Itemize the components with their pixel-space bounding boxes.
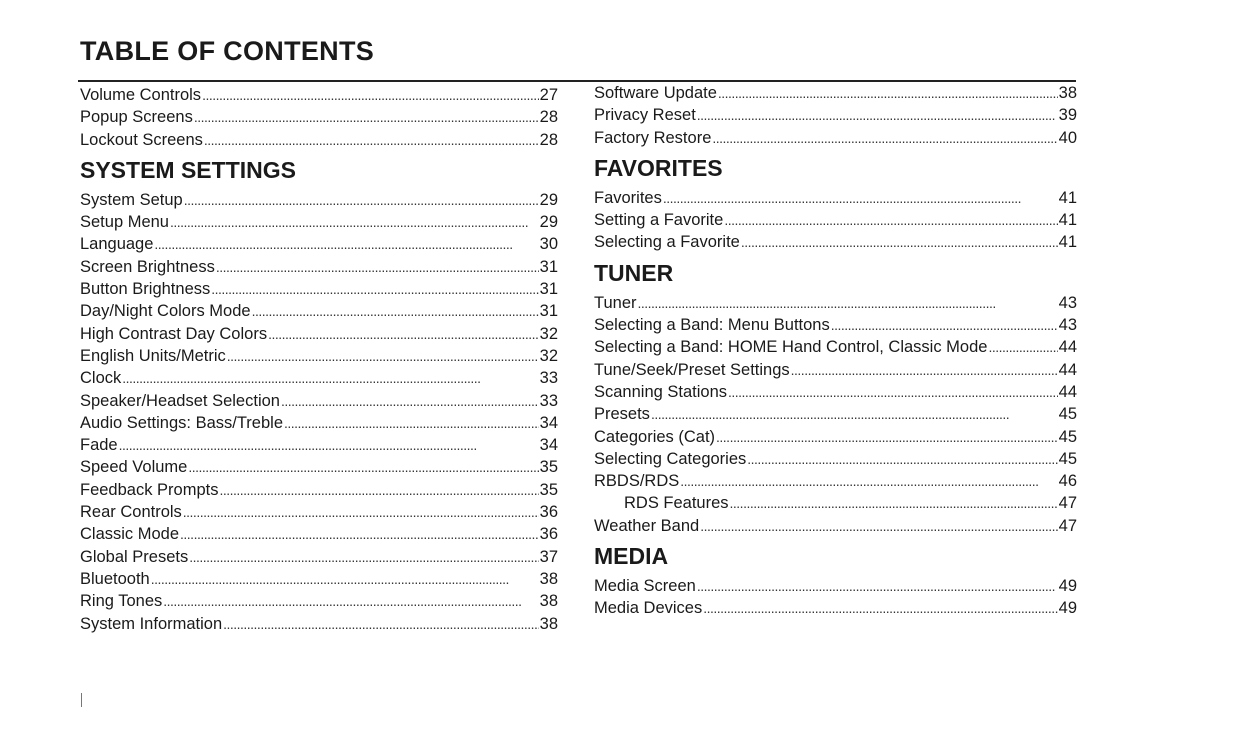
toc-entry-page-number: 36	[539, 525, 558, 544]
dot-leader	[184, 189, 539, 211]
toc-entry[interactable]	[80, 84, 558, 106]
toc-entry-title: English Units/Metric	[80, 346, 226, 365]
toc-entry[interactable]	[594, 127, 1077, 149]
toc-entry[interactable]	[80, 590, 558, 612]
toc-entry-page-number: 41	[1058, 233, 1077, 252]
toc-entry[interactable]	[80, 434, 558, 456]
dot-leader	[227, 345, 539, 367]
dot-leader	[268, 323, 539, 345]
toc-entry[interactable]	[594, 187, 1077, 209]
toc-entry[interactable]	[594, 575, 1077, 597]
toc-entry[interactable]	[594, 231, 1077, 253]
dot-leader	[728, 381, 1058, 403]
dot-leader	[703, 597, 1057, 619]
toc-entry[interactable]	[594, 336, 1077, 358]
toc-entry-page-number: 33	[539, 369, 558, 388]
dot-leader	[183, 501, 539, 523]
section-heading-favorites: FAVORITES	[594, 154, 723, 181]
toc-entry-title: Classic Mode	[80, 525, 180, 544]
toc-entry-page-number: 36	[539, 503, 558, 522]
dot-leader	[831, 314, 1058, 336]
toc-entry-title: Tune/Seek/Preset Settings	[594, 360, 790, 379]
dot-leader	[216, 256, 539, 278]
toc-entry-page-number: 29	[539, 213, 558, 232]
toc-group	[80, 84, 558, 151]
toc-entry-title: Media Screen	[594, 577, 696, 596]
dot-leader	[697, 575, 1058, 597]
toc-entry-title: Selecting Categories	[594, 449, 747, 468]
section-heading-system-settings: SYSTEM SETTINGS	[80, 156, 296, 183]
toc-entry-page-number: 30	[539, 235, 558, 254]
toc-entry-page-number: 46	[1058, 472, 1077, 491]
toc-entry[interactable]	[80, 523, 558, 545]
toc-entry-title: High Contrast Day Colors	[80, 324, 268, 343]
toc-entry-page-number: 32	[539, 324, 558, 343]
toc-entry-title: RDS Features	[624, 494, 729, 513]
toc-entry-page-number: 47	[1058, 494, 1077, 513]
toc-entry-page-number: 45	[1058, 427, 1077, 446]
toc-entry-title: Favorites	[594, 188, 662, 207]
toc-entry[interactable]	[80, 456, 558, 478]
toc-entry-page-number: 31	[539, 257, 558, 276]
section-heading-media: MEDIA	[594, 543, 669, 570]
toc-entry[interactable]	[80, 479, 558, 501]
toc-entry[interactable]	[80, 189, 558, 211]
toc-entry[interactable]	[594, 515, 1077, 537]
toc-entry-page-number: 37	[539, 547, 558, 566]
toc-entry-title: Fade	[80, 436, 118, 455]
dot-leader	[151, 568, 539, 590]
toc-entry-page-number: 33	[539, 391, 558, 410]
dot-leader	[252, 300, 539, 322]
dot-leader	[284, 412, 539, 434]
toc-group	[594, 575, 1077, 620]
toc-entry-title: Setup Menu	[80, 213, 169, 232]
dot-leader	[122, 367, 538, 389]
dot-leader	[730, 492, 1058, 514]
toc-entry-page-number: 40	[1058, 128, 1077, 147]
toc-entry[interactable]	[80, 367, 558, 389]
toc-entry[interactable]	[594, 426, 1077, 448]
toc-entry-page-number: 38	[539, 592, 558, 611]
toc-entry[interactable]	[80, 278, 558, 300]
toc-entry[interactable]	[80, 211, 558, 233]
toc-right-column	[594, 82, 1077, 620]
toc-entry-page-number: 49	[1058, 599, 1077, 618]
toc-entry[interactable]	[594, 292, 1077, 314]
toc-entry-page-number: 44	[1058, 360, 1077, 379]
toc-group	[594, 187, 1077, 254]
dot-leader	[747, 448, 1057, 470]
toc-entry[interactable]	[80, 546, 558, 568]
toc-entry[interactable]	[80, 129, 558, 151]
toc-entry[interactable]	[80, 390, 558, 412]
toc-entry[interactable]	[80, 256, 558, 278]
toc-entry-title: Lockout Screens	[80, 130, 203, 149]
toc-entry-title: Media Devices	[594, 599, 703, 618]
toc-entry-title: Setting a Favorite	[594, 211, 724, 230]
dot-leader	[638, 292, 1058, 314]
toc-entry-title: Speed Volume	[80, 458, 188, 477]
dot-leader	[680, 470, 1057, 492]
dot-leader	[697, 104, 1058, 126]
toc-entry[interactable]	[80, 412, 558, 434]
toc-entry-title: Weather Band	[594, 516, 700, 535]
toc-entry-page-number: 49	[1058, 577, 1077, 596]
toc-entry-page-number: 38	[539, 614, 558, 633]
toc-entry[interactable]	[594, 448, 1077, 470]
dot-leader	[223, 613, 539, 635]
toc-entry[interactable]	[80, 106, 558, 128]
toc-entry[interactable]	[80, 233, 558, 255]
toc-entry-title: Speaker/Headset Selection	[80, 391, 280, 410]
toc-entry-title: Feedback Prompts	[80, 480, 219, 499]
toc-entry-title: Volume Controls	[80, 86, 202, 104]
section-heading-tuner: TUNER	[594, 259, 674, 286]
dot-leader	[712, 127, 1057, 149]
toc-entry-title: Tuner	[594, 293, 637, 312]
toc-entry-title: Audio Settings: Bass/Treble	[80, 413, 283, 432]
dot-leader	[724, 209, 1057, 231]
dot-leader	[281, 390, 539, 412]
toc-entry-title: Categories (Cat)	[594, 427, 716, 446]
toc-entry[interactable]	[594, 82, 1077, 104]
toc-entry[interactable]	[594, 492, 1077, 514]
dot-leader	[716, 426, 1058, 448]
toc-entry-page-number: 45	[1058, 405, 1077, 424]
toc-entry-title: Button Brightness	[80, 280, 211, 299]
toc-entry-page-number: 32	[539, 346, 558, 365]
dot-leader	[194, 106, 539, 128]
toc-entry-page-number: 34	[539, 413, 558, 432]
toc-entry-page-number: 35	[539, 480, 558, 499]
toc-entry-title: Presets	[594, 405, 650, 424]
dot-leader	[211, 278, 538, 300]
toc-entry[interactable]	[594, 403, 1077, 425]
dot-leader	[204, 129, 539, 151]
toc-entry[interactable]	[594, 209, 1077, 231]
dot-leader	[663, 187, 1058, 209]
toc-entry[interactable]	[594, 470, 1077, 492]
toc-entry-page-number: 31	[539, 302, 558, 321]
toc-left-column	[80, 84, 558, 635]
toc-entry-title: Privacy Reset	[594, 106, 696, 125]
toc-group	[594, 82, 1077, 149]
toc-entry-title: Selecting a Band: HOME Hand Control, Classic Mode	[594, 338, 988, 357]
dot-leader	[188, 456, 538, 478]
toc-entry[interactable]	[594, 359, 1077, 381]
toc-entry-page-number: 27	[539, 86, 558, 104]
dot-leader	[189, 546, 538, 568]
toc-entry-page-number: 44	[1058, 382, 1077, 401]
dot-leader	[170, 211, 539, 233]
toc-entry[interactable]	[80, 345, 558, 367]
toc-entry-page-number: 38	[1058, 84, 1077, 102]
toc-entry[interactable]	[594, 104, 1077, 126]
toc-entry[interactable]	[80, 568, 558, 590]
toc-entry-title: Scanning Stations	[594, 382, 728, 401]
dot-leader	[180, 523, 539, 545]
dot-leader	[988, 336, 1057, 358]
toc-entry-title: Screen Brightness	[80, 257, 215, 276]
toc-entry-page-number: 47	[1058, 516, 1077, 535]
toc-entry-title: Rear Controls	[80, 503, 182, 522]
dot-leader	[202, 84, 539, 106]
toc-entry-title: Clock	[80, 369, 122, 388]
dot-leader	[791, 359, 1058, 381]
toc-entry-page-number: 28	[539, 130, 558, 149]
dot-leader	[119, 434, 539, 456]
toc-entry-page-number: 41	[1058, 211, 1077, 230]
dot-leader	[718, 82, 1058, 104]
toc-entry-page-number: 31	[539, 280, 558, 299]
toc-entry-page-number: 34	[539, 436, 558, 455]
toc-entry[interactable]	[80, 613, 558, 635]
toc-entry[interactable]	[80, 501, 558, 523]
dot-leader	[163, 590, 538, 612]
toc-entry-title: Factory Restore	[594, 128, 712, 147]
toc-entry[interactable]	[594, 381, 1077, 403]
toc-entry-page-number: 45	[1058, 449, 1077, 468]
toc-entry-title: Language	[80, 235, 154, 254]
margin-mark	[81, 693, 82, 707]
toc-entry[interactable]	[80, 323, 558, 345]
dot-leader	[154, 233, 538, 255]
toc-group	[594, 292, 1077, 537]
toc-entry-title: Selecting a Band: Menu Buttons	[594, 316, 830, 335]
toc-entry-page-number: 43	[1058, 293, 1077, 312]
toc-entry-title: System Setup	[80, 190, 183, 209]
dot-leader	[651, 403, 1058, 425]
toc-entry-page-number: 29	[539, 190, 558, 209]
toc-entry-title: Software Update	[594, 84, 717, 102]
dot-leader	[741, 231, 1058, 253]
toc-entry-page-number: 35	[539, 458, 558, 477]
page-title: TABLE OF CONTENTS	[80, 36, 375, 66]
toc-entry-title: Global Presets	[80, 547, 189, 566]
toc-entry-page-number: 38	[539, 569, 558, 588]
toc-entry-page-number: 28	[539, 108, 558, 127]
toc-entry[interactable]	[80, 300, 558, 322]
toc-group	[80, 189, 558, 635]
toc-entry-title: Selecting a Favorite	[594, 233, 740, 252]
toc-entry-page-number: 39	[1058, 106, 1077, 125]
toc-entry-title: Bluetooth	[80, 569, 150, 588]
toc-entry[interactable]	[594, 314, 1077, 336]
toc-entry-title: Day/Night Colors Mode	[80, 302, 251, 321]
toc-entry-page-number: 41	[1058, 188, 1077, 207]
toc-entry-title: System Information	[80, 614, 223, 633]
toc-entry-title: Popup Screens	[80, 108, 193, 127]
dot-leader	[700, 515, 1057, 537]
toc-entry-title: Ring Tones	[80, 592, 163, 611]
dot-leader	[219, 479, 538, 501]
toc-entry-page-number: 43	[1058, 316, 1077, 335]
toc-entry-title: RBDS/RDS	[594, 472, 680, 491]
toc-entry-page-number: 44	[1058, 338, 1077, 357]
toc-entry[interactable]	[594, 597, 1077, 619]
